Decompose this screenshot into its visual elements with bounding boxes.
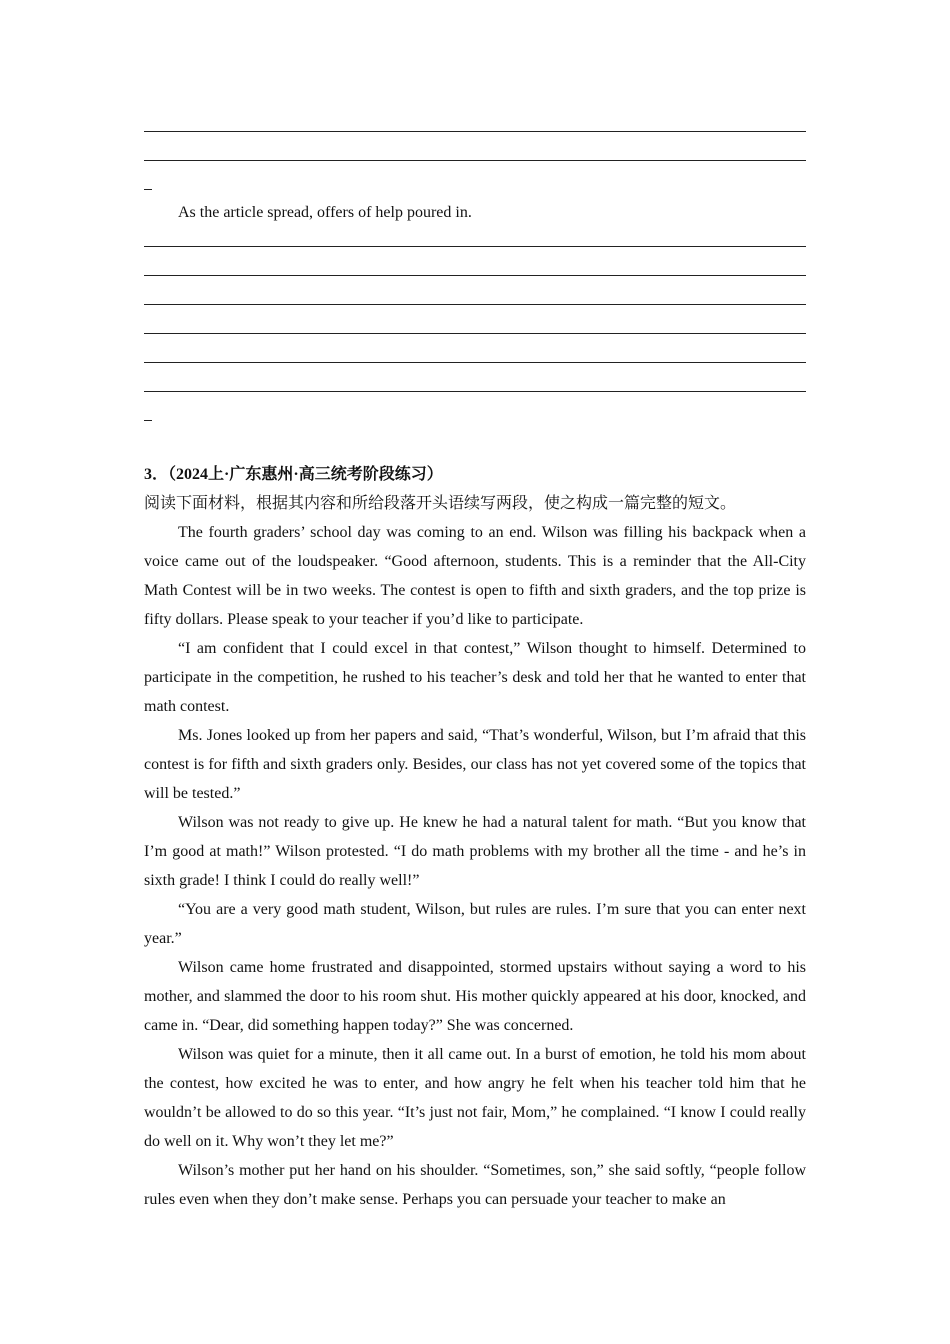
answer-line[interactable] <box>144 246 806 247</box>
answer-line[interactable] <box>144 362 806 363</box>
answer-line-end <box>144 189 152 190</box>
passage-paragraph: Wilson was not ready to give up. He knew he had a natural talent for math. “But you know that I’m good at math!” Wilson protested. “I do math problems with my brother all the time - and he’s in sixth grade! I think I could do really well!” <box>144 814 806 889</box>
reading-passage <box>144 518 806 1214</box>
continuation-prompt: As the article spread, offers of help poured in. <box>178 204 472 221</box>
passage-paragraph: The fourth graders’ school day was coming to an end. Wilson was filling his backpack when a voice came out of the loudspeaker. “Good afternoon, students. This is a reminder that the All-City Math Contest will be in two weeks. The contest is open to fifth and sixth graders, and the top prize is fifty dollars. Please speak to your teacher if you’d like to participate. <box>144 524 806 628</box>
question-number: 3． <box>144 466 169 483</box>
passage-paragraph: “You are a very good math student, Wilson, but rules are rules. I’m sure that you can enter next year.” <box>144 901 806 947</box>
question-instructions: 阅读下面材料，根据其内容和所给段落开头语续写两段，使之构成一篇完整的短文。 <box>144 495 737 512</box>
passage-paragraph: “I am confident that I could excel in that contest,” Wilson thought to himself. Determined to participate in the competition, he rushed to his teacher’s desk and told her that he wanted to enter that math contest. <box>144 640 806 715</box>
answer-line[interactable] <box>144 333 806 334</box>
answer-line[interactable] <box>144 160 806 161</box>
answer-line-end <box>144 420 152 421</box>
passage-paragraph: Wilson came home frustrated and disappointed, stormed upstairs without saying a word to his mother, and slammed the door to his room shut. His mother quickly appeared at his door, knocked, and came in. “Dear, did something happen today?” She was concerned. <box>144 959 806 1034</box>
passage-paragraph: Wilson’s mother put her hand on his shoulder. “Sometimes, son,” she said softly, “people follow rules even when they don’t make sense. Perhaps you can persuade your teacher to make an <box>144 1162 806 1208</box>
passage-paragraph: Wilson was quiet for a minute, then it all came out. In a burst of emotion, he told his mom about the contest, how excited he was to enter, and how angry he felt when his teacher told him that he wouldn’t be allowed to do so this year. “It’s just not fair, Mom,” he complained. “I know I could really do well on it. Why won’t they let me?” <box>144 1046 806 1150</box>
question-source: （2024上·广东惠州·高三统考阶段练习） <box>168 466 443 483</box>
answer-line[interactable] <box>144 304 806 305</box>
passage-paragraph: Ms. Jones looked up from her papers and said, “That’s wonderful, Wilson, but I’m afraid that this contest is for fifth and sixth graders only. Besides, our class has not yet covered some of the topics that will be tested.” <box>144 727 806 802</box>
answer-line[interactable] <box>144 131 806 132</box>
question-heading <box>144 460 443 489</box>
answer-line[interactable] <box>144 275 806 276</box>
answer-line[interactable] <box>144 391 806 392</box>
